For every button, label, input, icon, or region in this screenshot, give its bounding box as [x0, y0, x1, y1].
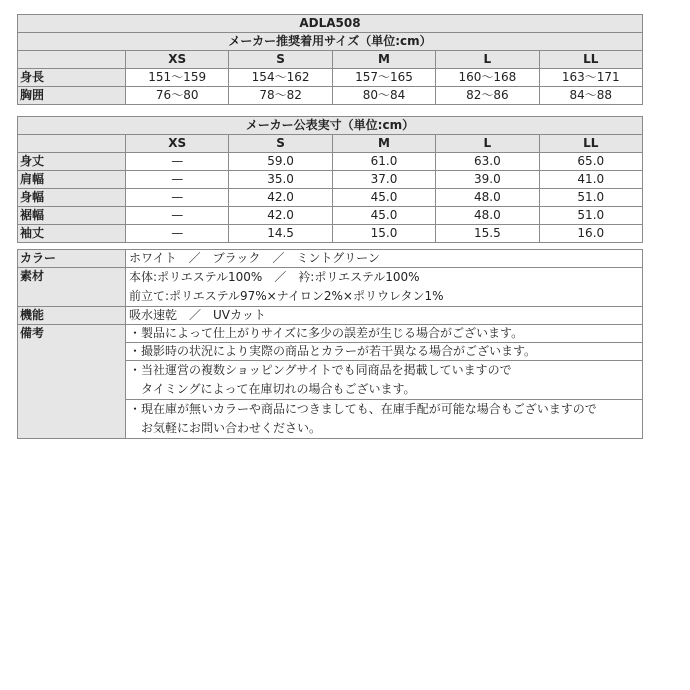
size-header: L [436, 135, 539, 153]
cell-value: — [126, 153, 229, 171]
cell-value: 41.0 [539, 171, 642, 189]
cell-value: 63.0 [436, 153, 539, 171]
product-details-table [17, 249, 643, 439]
row-label: 身長 [18, 69, 126, 87]
function-value: 吸水速乾 ／ UVカット [126, 307, 643, 325]
table-row [18, 87, 643, 105]
notes-label: 備考 [18, 325, 126, 439]
note-line: お気軽にお問い合わせください。 [129, 421, 322, 435]
size-header: LL [539, 135, 642, 153]
cell-value: 42.0 [229, 207, 332, 225]
cell-value: 48.0 [436, 207, 539, 225]
note-line: ・現在庫が無いカラーや商品につきましても、在庫手配が可能な場合もございますので [129, 402, 597, 416]
color-label: カラー [18, 250, 126, 268]
cell-value: 61.0 [332, 153, 435, 171]
cell-value: 80～84 [332, 87, 435, 105]
size-header: M [332, 135, 435, 153]
size-header: XS [126, 51, 229, 69]
cell-value: 151～159 [126, 69, 229, 87]
function-row [18, 307, 643, 325]
color-value: ホワイト ／ ブラック ／ ミントグリーン [126, 250, 643, 268]
note-row [18, 325, 643, 343]
table-row [18, 207, 643, 225]
row-label: 肩幅 [18, 171, 126, 189]
cell-value: — [126, 225, 229, 243]
table-row [18, 69, 643, 87]
cell-value: 42.0 [229, 189, 332, 207]
cell-value: 48.0 [436, 189, 539, 207]
recommended-size-table [17, 14, 643, 105]
material-label: 素材 [18, 268, 126, 307]
cell-value: 82～86 [436, 87, 539, 105]
table-row [18, 225, 643, 243]
cell-value: 51.0 [539, 189, 642, 207]
note-item [126, 400, 643, 439]
material-row [18, 268, 643, 307]
size-header: XS [126, 135, 229, 153]
product-code: ADLA508 [18, 15, 643, 33]
cell-value: 163～171 [539, 69, 642, 87]
corner-cell [18, 135, 126, 153]
cell-value: 59.0 [229, 153, 332, 171]
color-row [18, 250, 643, 268]
cell-value: 15.5 [436, 225, 539, 243]
cell-value: 76～80 [126, 87, 229, 105]
cell-value: 154～162 [229, 69, 332, 87]
cell-value: 14.5 [229, 225, 332, 243]
note-item: ・撮影時の状況により実際の商品とカラーが若干異なる場合がございます。 [126, 343, 643, 361]
cell-value: 16.0 [539, 225, 642, 243]
size-header: S [229, 51, 332, 69]
row-label: 裾幅 [18, 207, 126, 225]
material-line: 前立て:ポリエステル97%×ナイロン2%×ポリウレタン1% [129, 289, 444, 303]
cell-value: — [126, 171, 229, 189]
row-label: 袖丈 [18, 225, 126, 243]
size-header: S [229, 135, 332, 153]
size-header: L [436, 51, 539, 69]
cell-value: 78～82 [229, 87, 332, 105]
cell-value: 39.0 [436, 171, 539, 189]
cell-value: 37.0 [332, 171, 435, 189]
cell-value: 35.0 [229, 171, 332, 189]
size-header: M [332, 51, 435, 69]
table-row [18, 189, 643, 207]
cell-value: 45.0 [332, 207, 435, 225]
row-label: 身幅 [18, 189, 126, 207]
row-label: 身丈 [18, 153, 126, 171]
cell-value: 15.0 [332, 225, 435, 243]
cell-value: — [126, 207, 229, 225]
actual-title: メーカー公表実寸（単位:cm） [18, 117, 643, 135]
cell-value: 51.0 [539, 207, 642, 225]
material-value [126, 268, 643, 307]
size-header: LL [539, 51, 642, 69]
cell-value: — [126, 189, 229, 207]
note-item: ・製品によって仕上がりサイズに多少の誤差が生じる場合がございます。 [126, 325, 643, 343]
table-row [18, 153, 643, 171]
note-line: ・当社運営の複数ショッピングサイトでも同商品を掲載していますので [129, 363, 512, 377]
function-label: 機能 [18, 307, 126, 325]
corner-cell [18, 51, 126, 69]
cell-value: 84～88 [539, 87, 642, 105]
actual-size-table [17, 116, 643, 243]
table-row [18, 171, 643, 189]
note-line: タイミングによって在庫切れの場合もございます。 [129, 382, 416, 396]
cell-value: 65.0 [539, 153, 642, 171]
cell-value: 160～168 [436, 69, 539, 87]
recommended-title: メーカー推奨着用サイズ（単位:cm） [18, 33, 643, 51]
cell-value: 45.0 [332, 189, 435, 207]
cell-value: 157～165 [332, 69, 435, 87]
note-item [126, 361, 643, 400]
row-label: 胸囲 [18, 87, 126, 105]
material-line: 本体:ポリエステル100% ／ 衿:ポリエステル100% [129, 270, 420, 284]
